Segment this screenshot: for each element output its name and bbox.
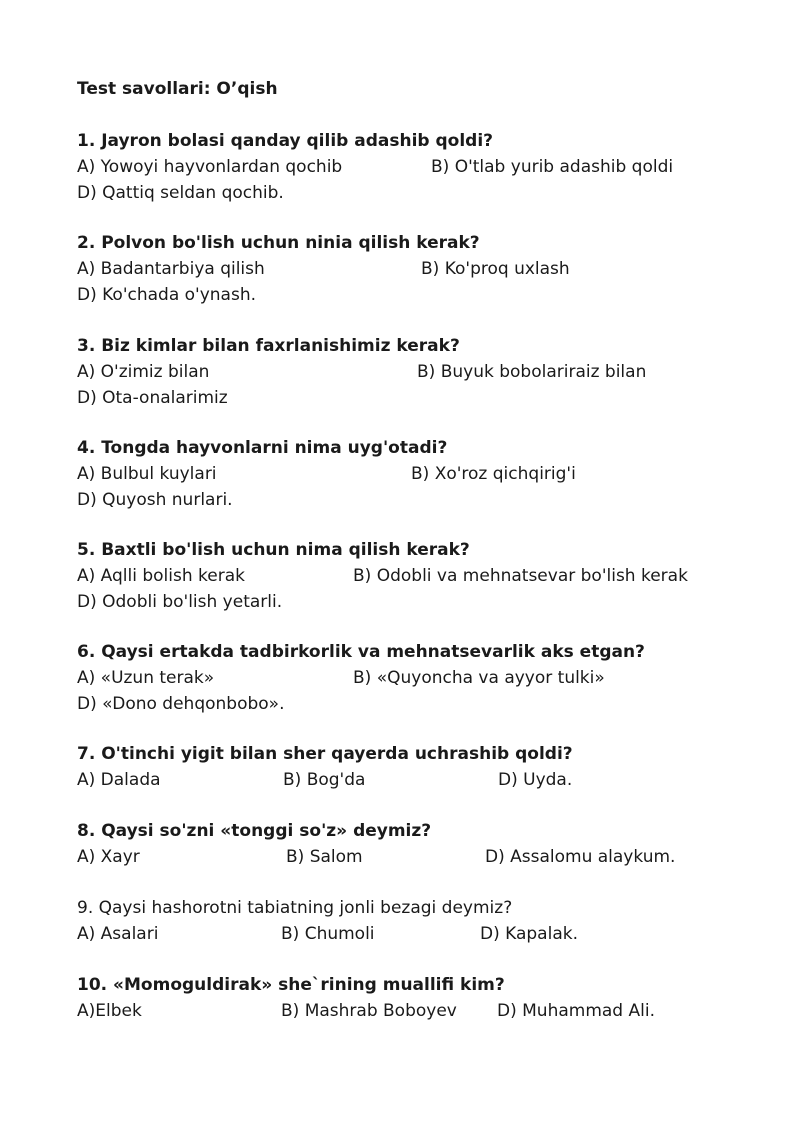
option-a: A) O'zimiz bilan xyxy=(77,362,210,382)
option-d: D) «Dono dehqonbobo». xyxy=(77,694,285,714)
option-a: A) Bulbul kuylari xyxy=(77,464,217,484)
question-block xyxy=(77,333,777,411)
option-b: B) Odobli va mehnatsevar bo'lish kerak xyxy=(353,566,688,586)
question-block xyxy=(77,818,777,870)
option-d: D) Qattiq seldan qochib. xyxy=(77,183,284,203)
option-b: B) Ko'proq uxlash xyxy=(421,259,570,279)
option-b: B) Chumoli xyxy=(281,924,375,944)
option-a: A) Yowoyi hayvonlardan qochib xyxy=(77,157,343,177)
option-b: B) O'tlab yurib adashib qoldi xyxy=(431,157,674,177)
question-block xyxy=(77,128,777,206)
page-title: Test savollari: O’qish xyxy=(77,79,278,99)
question-block xyxy=(77,741,777,793)
option-d: D) Quyosh nurlari. xyxy=(77,490,233,510)
option-d: D) Muhammad Ali. xyxy=(497,1001,655,1021)
question-block xyxy=(77,895,777,947)
question-text: 10. «Momoguldirak» she`rining muallifi kim? xyxy=(77,975,505,995)
question-text: 2. Polvon bo'lish uchun ninia qilish kerak? xyxy=(77,233,480,253)
option-b: B) Salom xyxy=(286,847,363,867)
question-text: 6. Qaysi ertakda tadbirkorlik va mehnatsevarlik aks etgan? xyxy=(77,642,645,662)
option-b: B) Mashrab Boboyev xyxy=(281,1001,457,1021)
option-b: B) Bog'da xyxy=(283,770,366,790)
option-d: D) Odobli bo'lish yetarli. xyxy=(77,592,283,612)
question-block xyxy=(77,435,777,513)
option-a: A) Badantarbiya qilish xyxy=(77,259,265,279)
question-text: 5. Baxtli bo'lish uchun nima qilish kerak? xyxy=(77,540,470,560)
question-text: 1. Jayron bolasi qanday qilib adashib qoldi? xyxy=(77,131,494,151)
question-block xyxy=(77,639,777,717)
option-d: D) Ko'chada o'ynash. xyxy=(77,285,257,305)
question-block xyxy=(77,537,777,615)
option-a: A) Xayr xyxy=(77,847,140,867)
question-text: 9. Qaysi hashorotni tabiatning jonli bezagi deymiz? xyxy=(77,898,513,918)
question-block xyxy=(77,230,777,308)
question-text: 8. Qaysi so'zni «tonggi so'z» deymiz? xyxy=(77,821,432,841)
option-d: D) Assalomu alaykum. xyxy=(485,847,676,867)
question-text: 4. Tongda hayvonlarni nima uyg'otadi? xyxy=(77,438,448,458)
option-a: A)Elbek xyxy=(77,1001,142,1021)
option-b: B) Buyuk bobolariraiz bilan xyxy=(417,362,647,382)
question-block xyxy=(77,972,777,1024)
option-a: A) «Uzun terak» xyxy=(77,668,215,688)
option-b: B) Xo'roz qichqirig'i xyxy=(411,464,576,484)
option-d: D) Uyda. xyxy=(498,770,573,790)
option-b: B) «Quyoncha va ayyor tulki» xyxy=(353,668,605,688)
option-d: D) Ota-onalarimiz xyxy=(77,388,228,408)
question-text: 7. O'tinchi yigit bilan sher qayerda uchrashib qoldi? xyxy=(77,744,573,764)
option-a: A) Asalari xyxy=(77,924,159,944)
option-a: A) Dalada xyxy=(77,770,161,790)
option-d: D) Kapalak. xyxy=(480,924,578,944)
option-a: A) Aqlli bolish kerak xyxy=(77,566,245,586)
question-text: 3. Biz kimlar bilan faxrlanishimiz kerak? xyxy=(77,336,460,356)
